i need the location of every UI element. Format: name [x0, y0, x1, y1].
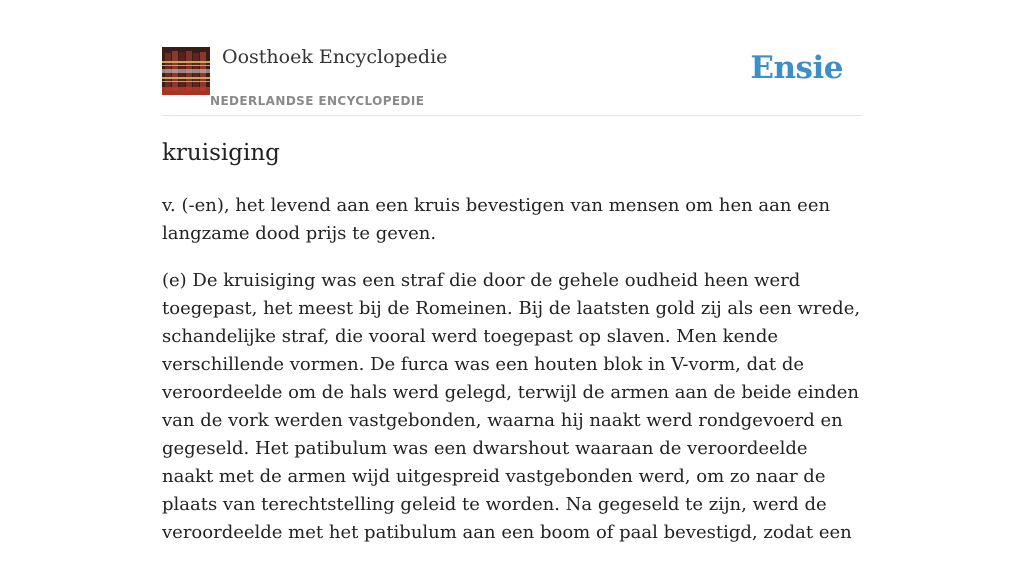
site-name-link[interactable]: Oosthoek Encyclopedie	[222, 46, 448, 68]
ensie-logo-link[interactable]: Ensie	[750, 50, 843, 86]
article-body	[162, 192, 862, 566]
site-header	[162, 0, 862, 116]
book-spines-icon[interactable]	[162, 47, 210, 95]
page-container	[162, 0, 862, 543]
article-paragraph: (e) De kruisiging was een straf die door de gehele oudheid heen werd toegepast, het meest bij de Romeinen. Bij de laatsten gold zij als een wrede, schandelijke straf, die vooral werd toegepast op slaven. Men kende verschillende vormen. De furca was een houten blok in V-vorm, dat de veroordeelde om de hals werd gelegd, terwijl de armen aan de beide einden van de vork werden vastgebonden, waarna hij naakt werd rondgevoerd en gegeseld. Het patibulum was een dwarshout waaraan de veroordeelde naakt met de armen wijd uitgespreid vastgebonden werd, om zo naar de plaats van terechtstelling geleid te worden. Na gegeseld te zijn, werd de veroordeelde met het patibulum aan een boom of paal bevestigd, zodat een	[162, 270, 861, 543]
article-paragraph: v. (-en), het levend aan een kruis bevestigen van mensen om hen aan een langzame dood prijs te geven.	[162, 195, 831, 244]
site-subtitle: NEDERLANDSE ENCYCLOPEDIE	[210, 94, 425, 108]
article-title: kruisiging	[162, 140, 280, 166]
